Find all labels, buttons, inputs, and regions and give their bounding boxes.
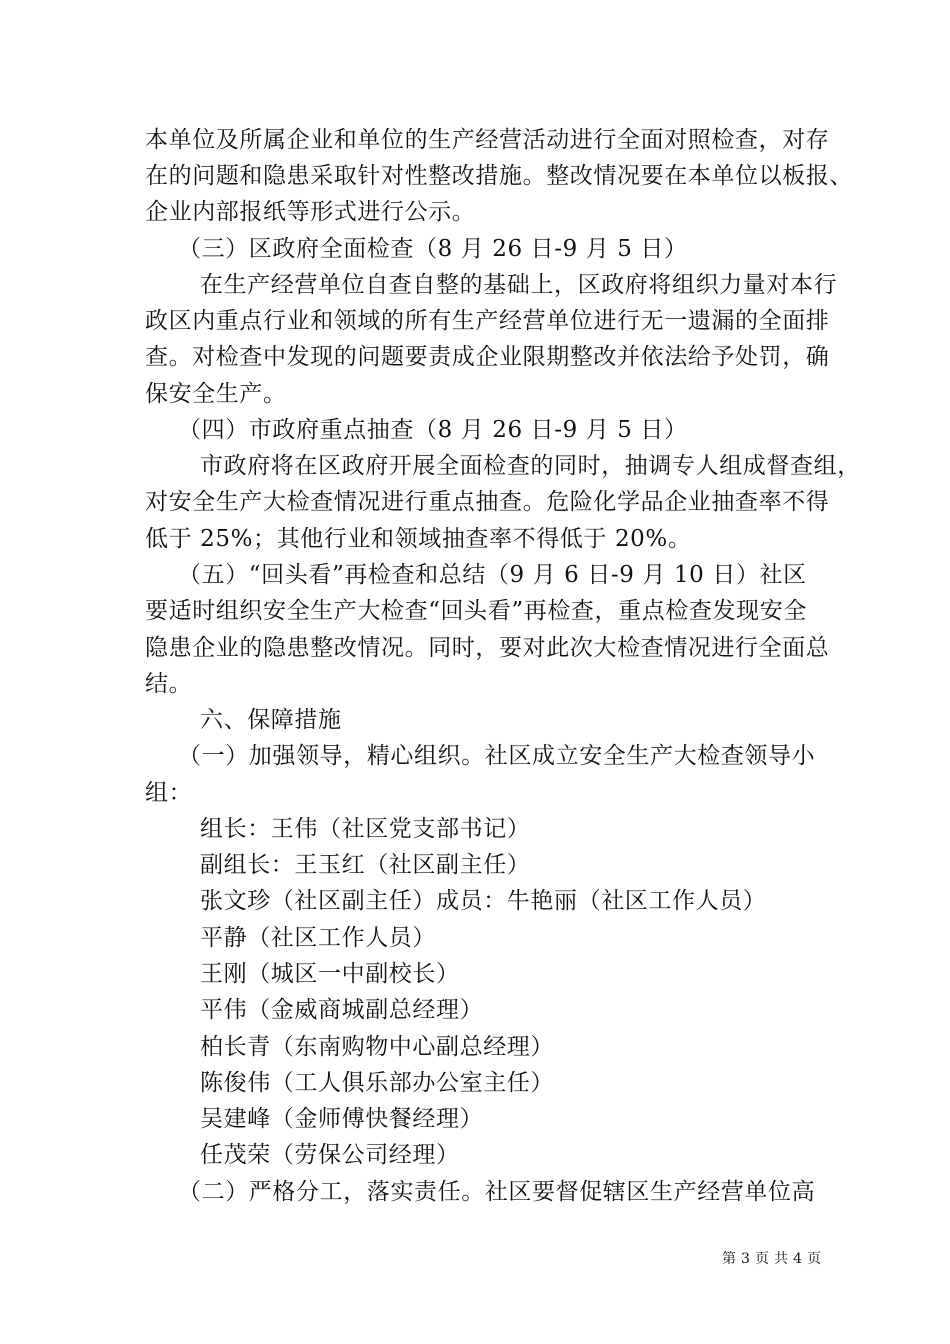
member-line: 副组长：王玉红（社区副主任） [200,852,531,878]
member-line: 柏长青（东南购物中心副总经理） [200,1034,554,1060]
member-line: 平静（社区工作人员） [200,925,436,951]
paragraph-line: 政区内重点行业和领域的所有生产经营单位进行无一遗漏的全面排 [145,308,830,334]
paragraph-line: 组： [145,780,193,806]
member-line: 吴建峰（金师傅快餐经理） [200,1106,484,1132]
member-line: 任茂荣（劳保公司经理） [200,1142,460,1168]
paragraph-line: 在的问题和隐患采取针对性整改措施。整改情况要在本单位以板报、 [145,163,853,189]
paragraph-line: 保安全生产。 [145,381,287,407]
page-number: 第 3 页 共 4 页 [722,1251,822,1267]
section-heading: （二）严格分工，落实责任。社区要督促辖区生产经营单位高 [178,1179,816,1205]
member-line: 张文珍（社区副主任）成员：牛艳丽（社区工作人员） [200,888,767,914]
paragraph-line: 本单位及所属企业和单位的生产经营活动进行全面对照检查，对存 [145,127,830,153]
paragraph-line: 要适时组织安全生产大检查“回头看”再检查，重点检查发现安全 [145,598,807,624]
section-heading: （四）市政府重点抽查（8 月 26 日-9 月 5 日） [178,417,688,443]
paragraph-line: 低于 25%；其他行业和领域抽查率不得低于 20%。 [145,526,692,552]
member-line: 王刚（城区一中副校长） [200,961,460,987]
section-heading: 六、保障措施 [200,707,342,733]
paragraph-line: 市政府将在区政府开展全面检查的同时，抽调专人组成督查组， [200,453,861,479]
paragraph-line: 隐患企业的隐患整改情况。同时，要对此次大检查情况进行全面总 [145,635,830,661]
member-line: 组长：王伟（社区党支部书记） [200,816,531,842]
paragraph-line: 查。对检查中发现的问题要责成企业限期整改并依法给予处罚，确 [145,344,830,370]
member-line: 陈俊伟（工人俱乐部办公室主任） [200,1070,554,1096]
paragraph-line: 在生产经营单位自查自整的基础上，区政府将组织力量对本行 [200,272,838,298]
paragraph-line: 结。 [145,671,193,697]
section-heading: （五）“回头看”再检查和总结（9 月 6 日-9 月 10 日）社区 [178,562,807,588]
paragraph-line: 企业内部报纸等形式进行公示。 [145,199,476,225]
member-line: 平伟（金威商城副总经理） [200,997,484,1023]
paragraph-line: 对安全生产大检查情况进行重点抽查。危险化学品企业抽查率不得 [145,489,830,515]
section-heading: （三）区政府全面检查（8 月 26 日-9 月 5 日） [178,236,688,262]
section-heading: （一）加强领导，精心组织。社区成立安全生产大检查领导小 [178,743,816,769]
